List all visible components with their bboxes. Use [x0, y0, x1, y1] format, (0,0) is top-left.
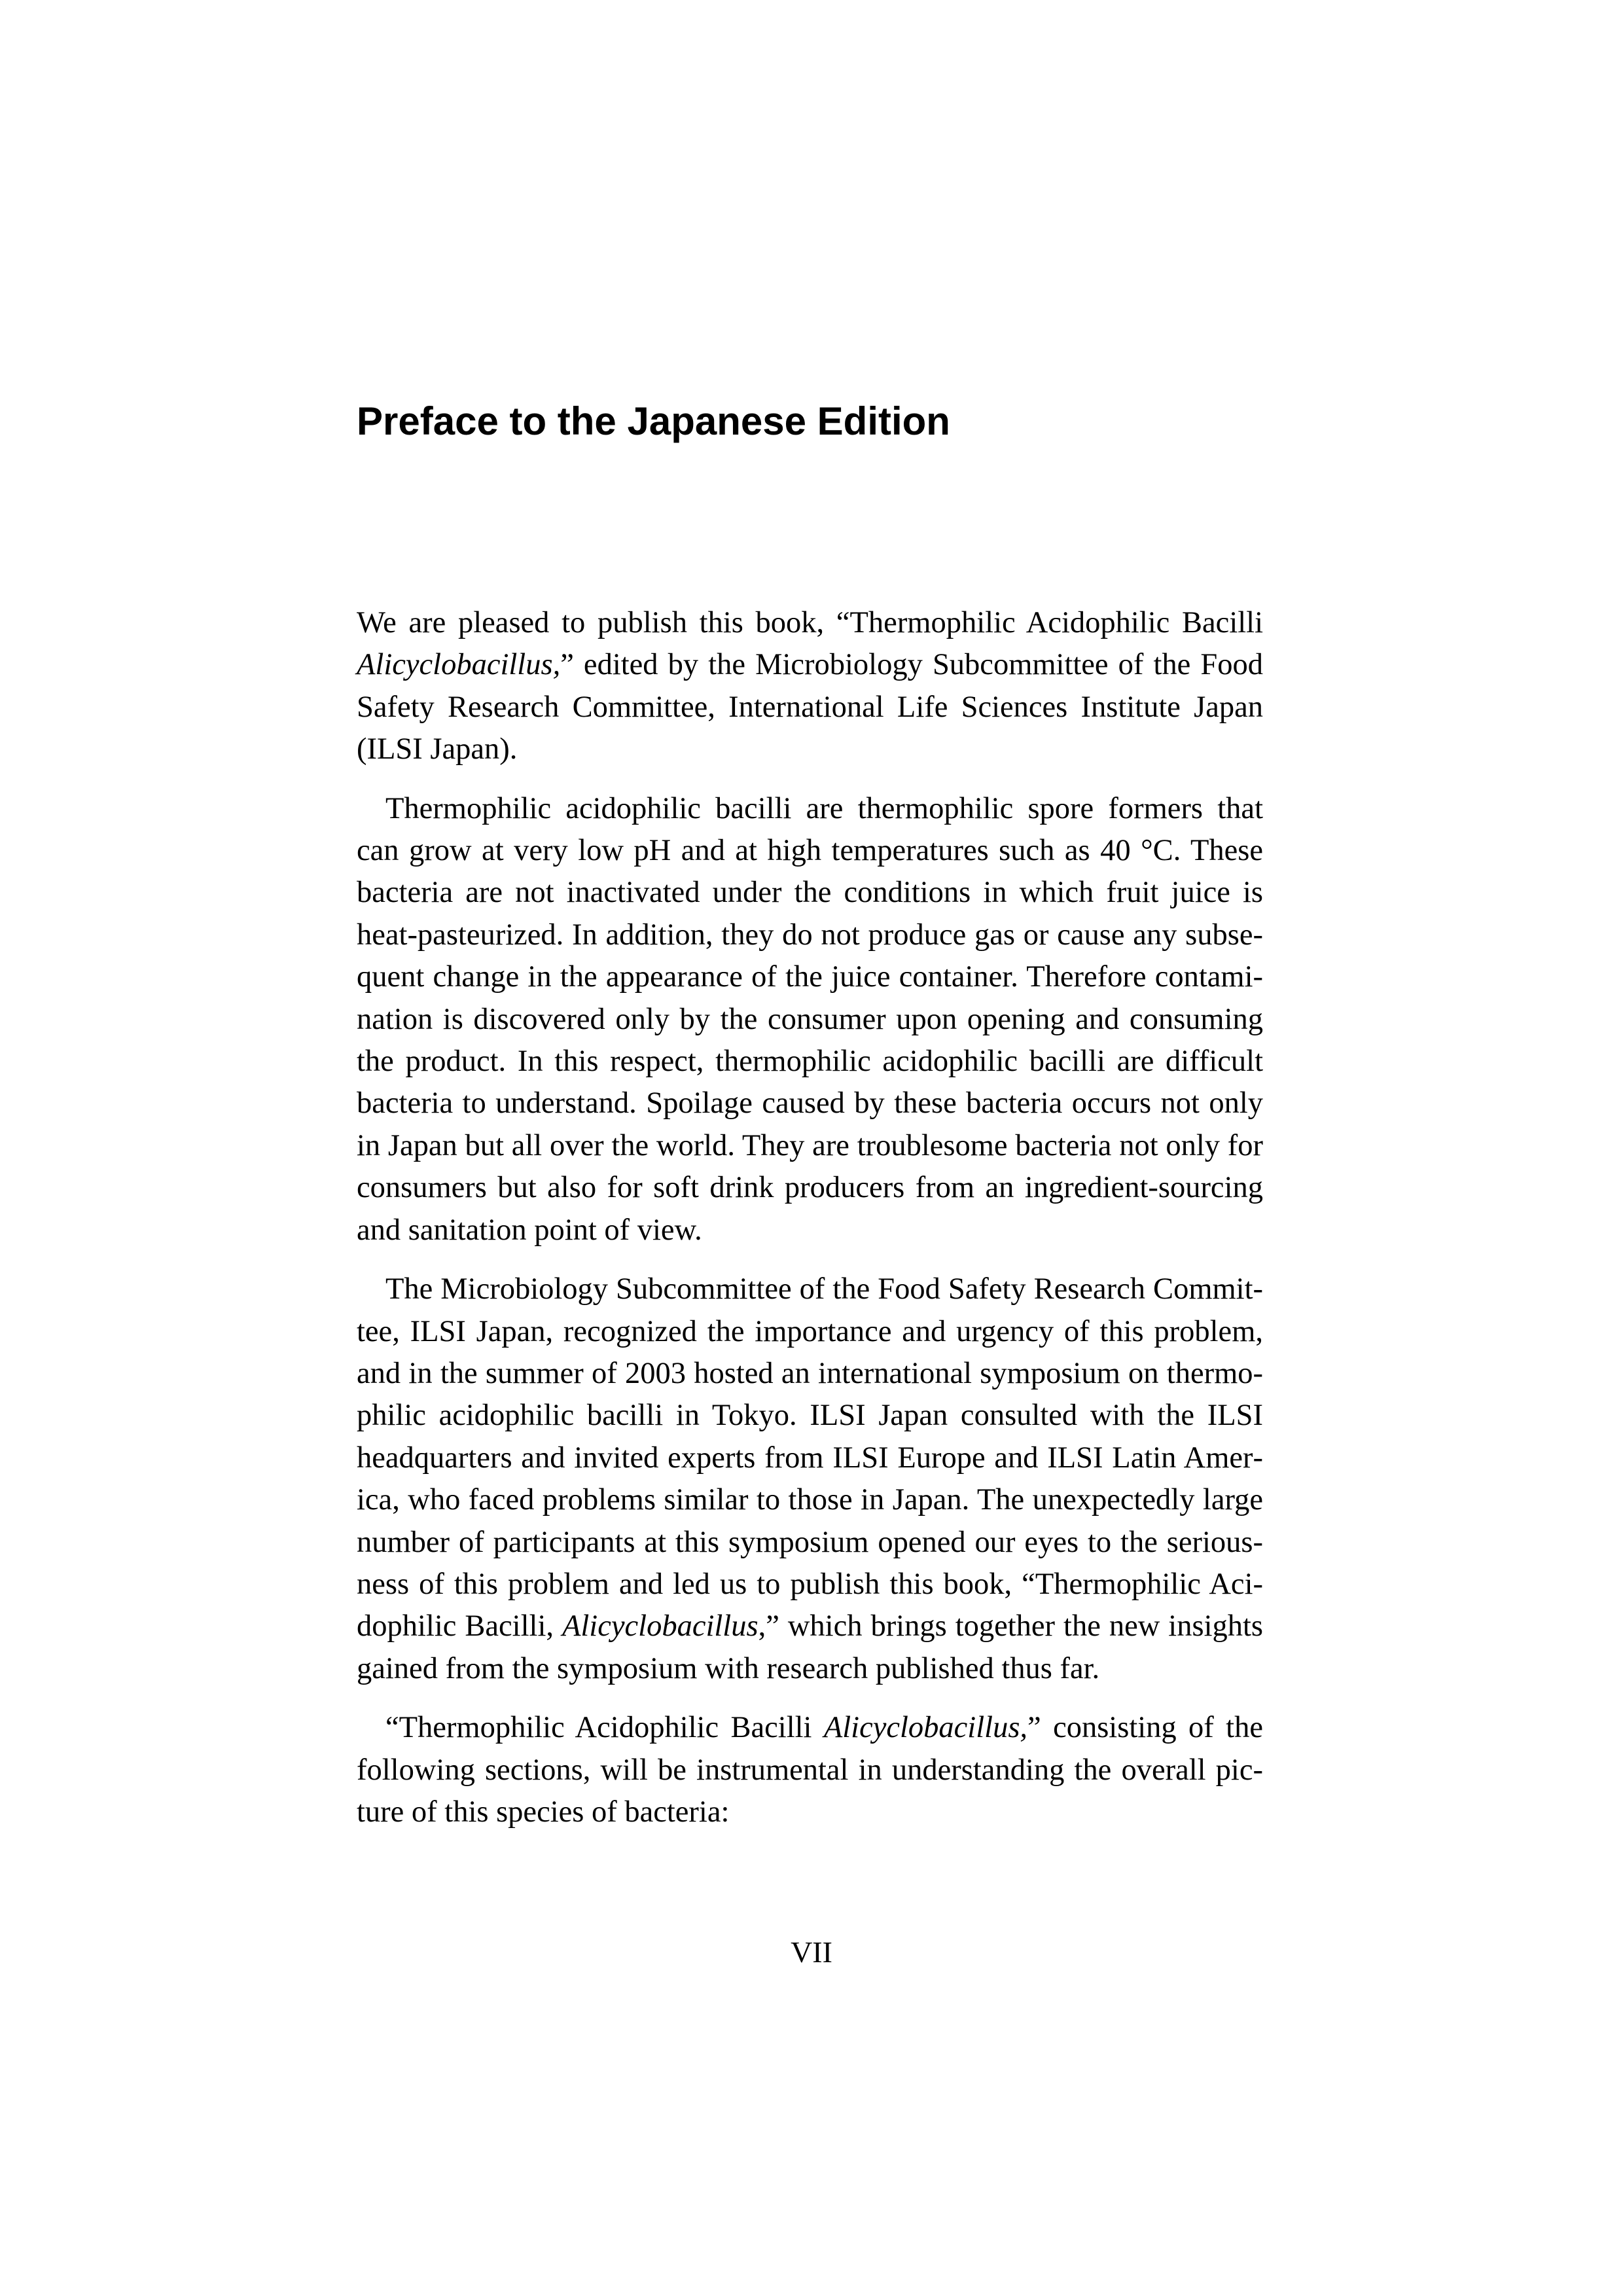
italic-genus-name: Alicyclobacillus, — [357, 648, 561, 682]
paragraph-2: Thermophilic acidophilic bacilli are thermophilic spore formers that can grow at very low pH and at high temperatures such as 40 °C. These bacteria are not inactivated under the conditions in which fruit juice is heat-pasteurized. In addition, they do not produce gas or cause any subsequent change in the appearance of the juice container. Therefore contamination is discovered only by the consumer upon opening and consuming the product. In this respect, thermophilic acidophilic bacilli are difficult bacteria to understand. Spoilage caused by these bacteria occurs not only in Japan but all over the world. They are troublesome bacteria not only for consumers but also for soft drink producers from an ingredient-sourcing and sanitation point of view. — [357, 791, 1263, 1247]
body-text — [357, 602, 1263, 1833]
italic-genus-name: Alicyclobacillus, — [823, 1711, 1028, 1745]
page-number: VII — [791, 1935, 832, 1969]
paragraph-1: We are pleased to publish this book, “Thermophilic Acidophilic Bacilli Alicyclobacillus,” edited by the Microbiology Subcommittee of the Food Safety Research Committee, International Life Sciences Institute Japan (ILSI Japan). — [357, 606, 1263, 766]
paragraph-4: “Thermophilic Acidophilic Bacilli Alicyclobacillus,” consisting of the following sections, will be instrumental in understanding the overall picture of this species of bacteria: — [357, 1711, 1263, 1829]
page-title: Preface to the Japanese Edition — [357, 399, 950, 443]
italic-genus-name: Alicyclobacillus — [562, 1609, 758, 1643]
paragraph-3: The Microbiology Subcommittee of the Food Safety Research Committee, ILSI Japan, recognized the importance and urgency of this problem, and in the summer of 2003 hosted an international symposium on thermophilic acidophilic bacilli in Tokyo. ILSI Japan consulted with the ILSI headquarters and invited experts from ILSI Europe and ILSI Latin America, who faced problems similar to those in Japan. The unexpectedly large number of participants at this symposium opened our eyes to the seriousness of this problem and led us to publish this book, “Thermophilic Acidophilic Bacilli, Alicyclobacillus,” which brings together the new insights gained from the symposium with research published thus far. — [357, 1272, 1263, 1685]
